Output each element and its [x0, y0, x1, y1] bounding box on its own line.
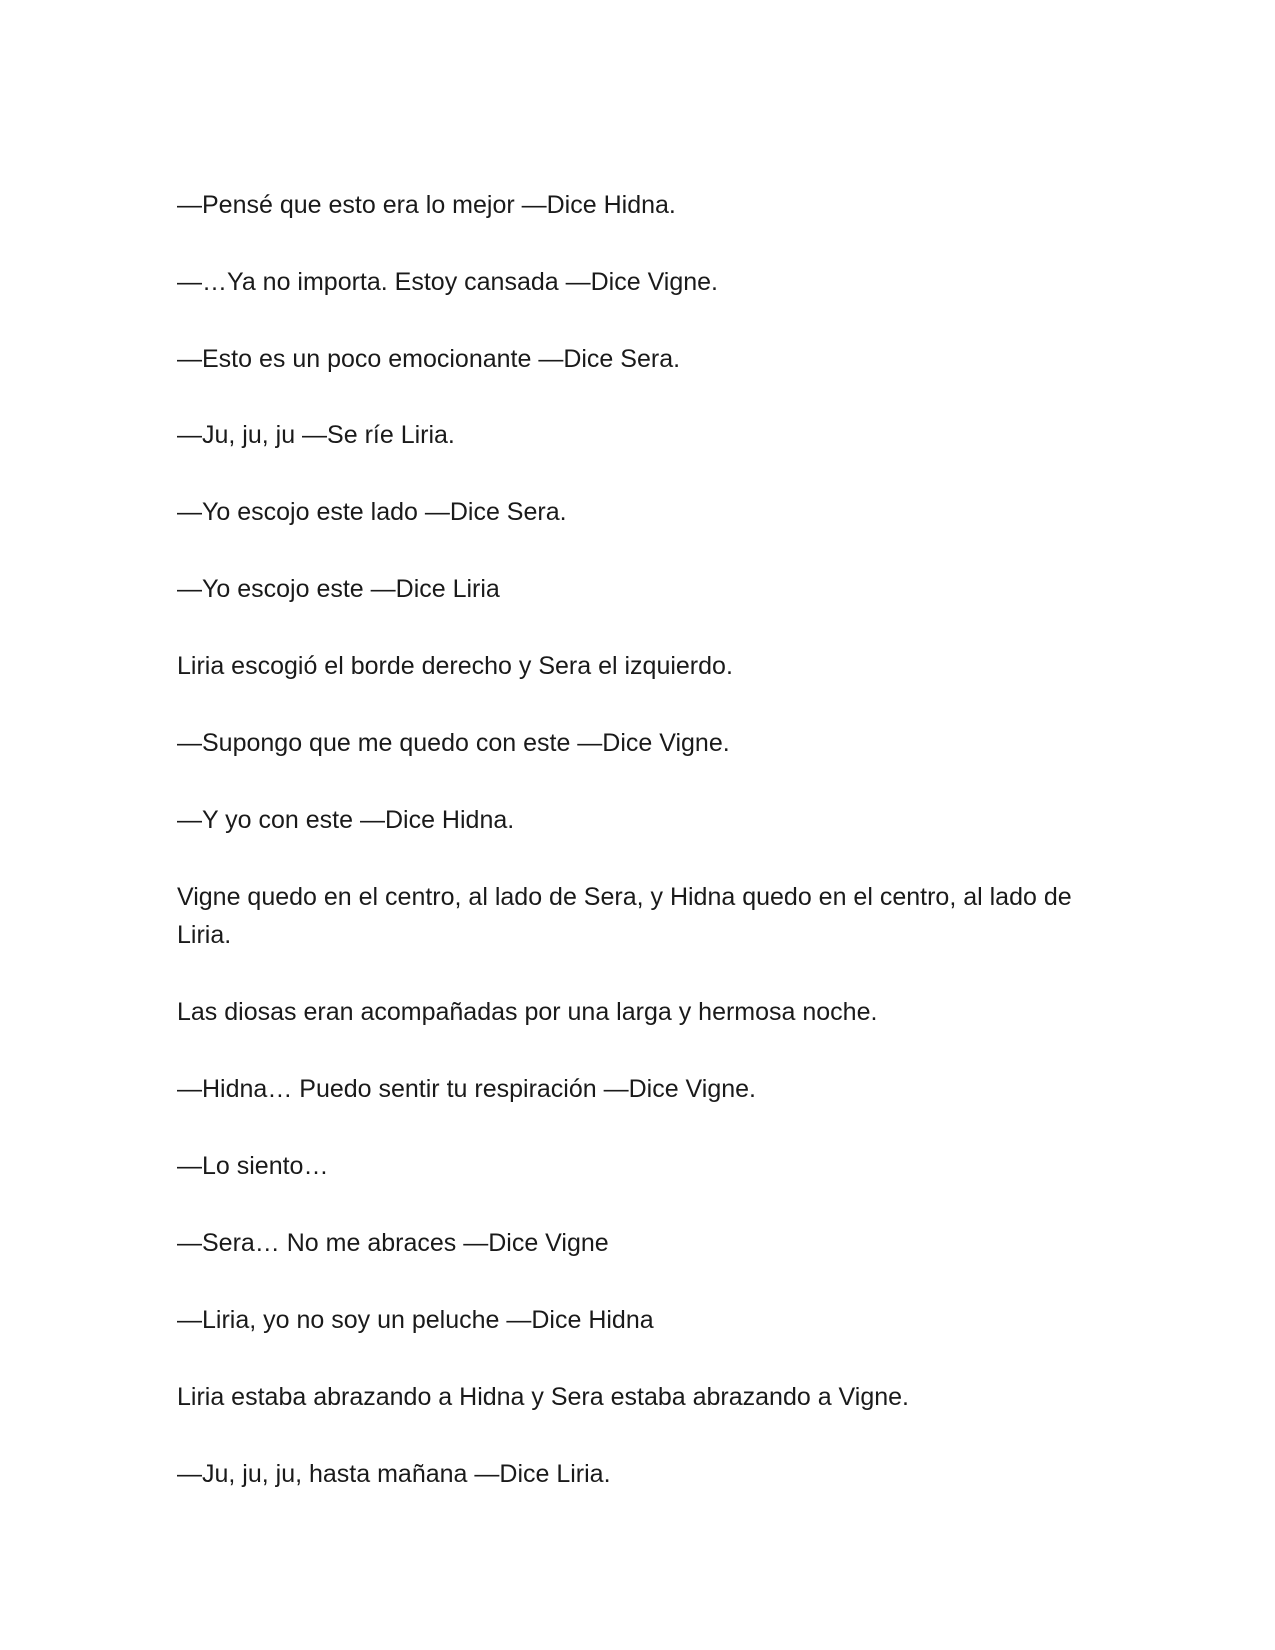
paragraph-6: —Yo escojo este —Dice Liria — [177, 575, 500, 603]
paragraph-10: Vigne quedo en el centro, al lado de Sera, y Hidna quedo en el centro, al lado de Liria. — [177, 883, 1072, 949]
paragraph-5: —Yo escojo este lado —Dice Sera. — [177, 498, 567, 526]
paragraph-17: —Ju, ju, ju, hasta mañana —Dice Liria. — [177, 1460, 611, 1488]
paragraph-11: Las diosas eran acompañadas por una larga y hermosa noche. — [177, 998, 878, 1026]
paragraph-14: —Sera… No me abraces —Dice Vigne — [177, 1229, 609, 1257]
paragraph-9: —Y yo con este —Dice Hidna. — [177, 806, 515, 834]
paragraph-13: —Lo siento… — [177, 1152, 329, 1180]
paragraph-8: —Supongo que me quedo con este —Dice Vigne. — [177, 729, 730, 757]
paragraph-2: —…Ya no importa. Estoy cansada —Dice Vigne. — [177, 268, 719, 296]
paragraph-4: —Ju, ju, ju —Se ríe Liria. — [177, 421, 455, 449]
paragraph-12: —Hidna… Puedo sentir tu respiración —Dice Vigne. — [177, 1075, 756, 1103]
paragraph-3: —Esto es un poco emocionante —Dice Sera. — [177, 345, 681, 373]
paragraph-7: Liria escogió el borde derecho y Sera el izquierdo. — [177, 652, 733, 680]
paragraph-15: —Liria, yo no soy un peluche —Dice Hidna — [177, 1306, 654, 1334]
paragraph-1: —Pensé que esto era lo mejor —Dice Hidna. — [177, 191, 676, 219]
paragraph-16: Liria estaba abrazando a Hidna y Sera estaba abrazando a Vigne. — [177, 1383, 909, 1411]
